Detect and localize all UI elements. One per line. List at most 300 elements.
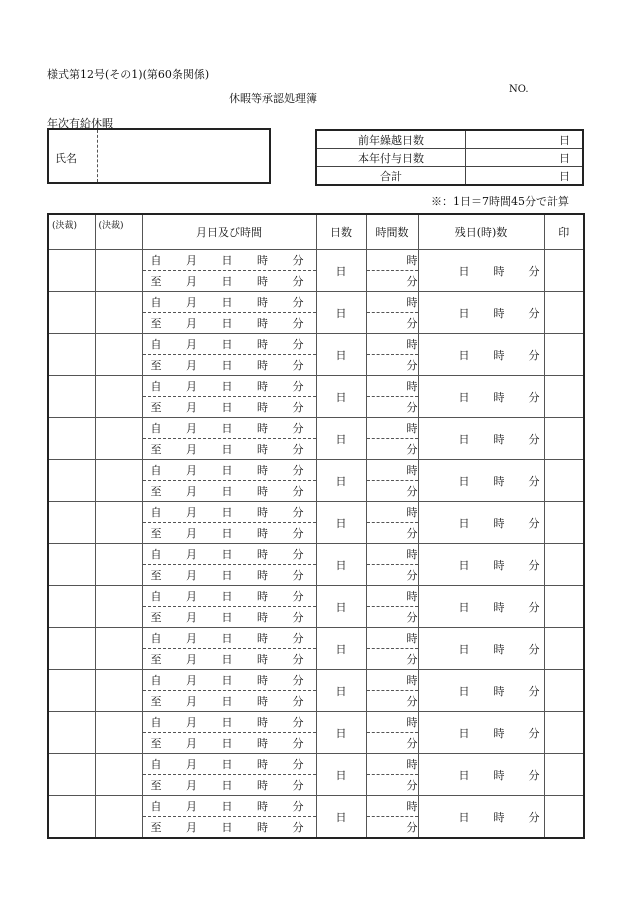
seal-cell[interactable] <box>544 460 584 502</box>
from-datetime-cell[interactable] <box>142 502 316 523</box>
datetime-part: 月 <box>186 254 197 267</box>
hours-cell[interactable]: 時 <box>366 712 418 733</box>
minutes-cell[interactable]: 分 <box>366 565 418 586</box>
remaining-part: 時 <box>493 810 505 824</box>
seal-cell[interactable] <box>544 796 584 839</box>
datetime-part: 月 <box>186 359 197 372</box>
datetime-part: 月 <box>186 296 197 309</box>
datetime-part: 月 <box>186 737 197 750</box>
datetime-part: 日 <box>221 758 233 771</box>
remaining-part: 時 <box>493 474 505 488</box>
minutes-cell[interactable]: 分 <box>366 817 418 839</box>
remaining-part: 日 <box>458 474 470 488</box>
datetime-part: 月 <box>186 758 197 771</box>
days-cell[interactable]: 日 <box>316 754 366 796</box>
approval-cell[interactable] <box>48 334 95 376</box>
remaining-part: 時 <box>493 558 505 572</box>
approval-cell[interactable] <box>48 460 95 502</box>
datetime-part: 自 <box>150 758 162 771</box>
minutes-cell[interactable]: 分 <box>366 775 418 796</box>
minutes-cell[interactable]: 分 <box>366 691 418 712</box>
datetime-part: 日 <box>221 506 233 519</box>
datetime-part: 時 <box>257 737 268 750</box>
seal-cell[interactable] <box>544 502 584 544</box>
datetime-part: 日 <box>221 632 233 645</box>
approval-cell[interactable] <box>48 586 95 628</box>
datetime-part: 月 <box>186 695 197 708</box>
datetime-part: 月 <box>186 548 197 561</box>
datetime-part: 至 <box>150 611 162 624</box>
datetime-part: 分 <box>292 401 304 414</box>
days-header: 日数 <box>316 214 366 250</box>
datetime-part: 日 <box>221 401 233 414</box>
datetime-part: 時 <box>257 758 268 771</box>
approval-cell[interactable] <box>95 292 142 334</box>
datetime-part: 至 <box>150 443 162 456</box>
table-row <box>48 754 584 775</box>
datetime-part: 分 <box>292 674 304 687</box>
datetime-part: 自 <box>150 632 162 645</box>
remaining-part: 時 <box>493 432 505 446</box>
number-label: NO. <box>509 84 529 95</box>
datetime-part: 日 <box>221 611 233 624</box>
datetime-part: 分 <box>292 632 304 645</box>
remaining-part: 日 <box>458 810 470 824</box>
datetime-part: 至 <box>150 821 162 834</box>
to-datetime-cell[interactable] <box>142 397 316 418</box>
datetime-part: 時 <box>257 674 268 687</box>
remaining-cell[interactable] <box>418 628 544 670</box>
days-cell[interactable]: 日 <box>316 376 366 418</box>
table-row <box>48 250 584 271</box>
datetime-part: 月 <box>186 821 197 834</box>
record-body <box>48 250 584 839</box>
to-datetime-cell[interactable] <box>142 775 316 796</box>
days-cell[interactable]: 日 <box>316 670 366 712</box>
datetime-part: 分 <box>292 464 304 477</box>
table-row <box>48 586 584 607</box>
datetime-part: 至 <box>150 485 162 498</box>
datetime-part: 月 <box>186 590 197 603</box>
datetime-part: 月 <box>186 716 197 729</box>
to-datetime-cell[interactable] <box>142 817 316 839</box>
datetime-part: 自 <box>150 254 162 267</box>
approval-cell[interactable] <box>95 670 142 712</box>
days-cell[interactable]: 日 <box>316 796 366 839</box>
hours-cell[interactable]: 時 <box>366 376 418 397</box>
remaining-part: 時 <box>493 390 505 404</box>
approval-header: (決裁) <box>48 214 95 250</box>
remaining-part: 分 <box>528 264 540 278</box>
datetime-part: 時 <box>257 569 268 582</box>
datetime-part: 月 <box>186 653 197 666</box>
name-divider <box>97 130 98 182</box>
hours-cell[interactable]: 時 <box>366 754 418 775</box>
datetime-part: 日 <box>221 485 233 498</box>
table-header-row <box>48 214 584 250</box>
seal-cell[interactable] <box>544 376 584 418</box>
remaining-cell[interactable] <box>418 754 544 796</box>
datetime-part: 至 <box>150 695 162 708</box>
datetime-part: 分 <box>292 716 304 729</box>
datetime-part: 日 <box>221 716 233 729</box>
remaining-part: 分 <box>528 726 540 740</box>
remaining-part: 分 <box>528 684 540 698</box>
datetime-part: 月 <box>186 401 197 414</box>
approval-cell[interactable] <box>95 334 142 376</box>
seal-cell[interactable] <box>544 334 584 376</box>
to-datetime-cell[interactable] <box>142 565 316 586</box>
datetime-part: 時 <box>257 800 268 813</box>
approval-cell[interactable] <box>48 712 95 754</box>
datetime-part: 時 <box>257 296 268 309</box>
remaining-part: 日 <box>458 348 470 362</box>
datetime-part: 月 <box>186 779 197 792</box>
from-datetime-cell[interactable] <box>142 712 316 733</box>
hours-cell[interactable]: 時 <box>366 586 418 607</box>
to-datetime-cell[interactable] <box>142 649 316 670</box>
datetime-part: 自 <box>150 338 162 351</box>
seal-cell[interactable] <box>544 292 584 334</box>
datetime-part: 自 <box>150 674 162 687</box>
days-cell[interactable]: 日 <box>316 586 366 628</box>
form-number: 様式第12号(その1)(第60条関係) <box>47 68 210 81</box>
datetime-part: 分 <box>292 275 304 288</box>
datetime-part: 月 <box>186 569 197 582</box>
datetime-part: 日 <box>221 338 233 351</box>
remaining-cell[interactable] <box>418 292 544 334</box>
datetime-part: 日 <box>221 317 233 330</box>
approval-cell[interactable] <box>95 544 142 586</box>
remaining-header: 残日(時)数 <box>418 214 544 250</box>
remaining-part: 時 <box>493 768 505 782</box>
datetime-part: 日 <box>221 359 233 372</box>
datetime-header: 月日及び時間 <box>142 214 316 250</box>
remaining-cell[interactable] <box>418 670 544 712</box>
from-datetime-cell[interactable] <box>142 250 316 271</box>
remaining-part: 時 <box>493 306 505 320</box>
datetime-part: 分 <box>292 569 304 582</box>
remaining-part: 日 <box>458 768 470 782</box>
remaining-part: 日 <box>458 684 470 698</box>
name-label: 氏名 <box>55 152 77 165</box>
hours-cell[interactable]: 時 <box>366 250 418 271</box>
approval-cell[interactable] <box>48 418 95 460</box>
remaining-part: 日 <box>458 726 470 740</box>
to-datetime-cell[interactable] <box>142 607 316 628</box>
minutes-cell[interactable]: 分 <box>366 607 418 628</box>
minutes-cell[interactable]: 分 <box>366 439 418 460</box>
days-cell[interactable]: 日 <box>316 502 366 544</box>
days-cell[interactable]: 日 <box>316 712 366 754</box>
approval-cell[interactable] <box>95 754 142 796</box>
datetime-part: 時 <box>257 632 268 645</box>
from-datetime-cell[interactable] <box>142 544 316 565</box>
table-row <box>48 670 584 691</box>
hours-cell[interactable]: 時 <box>366 796 418 817</box>
datetime-part: 日 <box>221 674 233 687</box>
seal-cell[interactable] <box>544 418 584 460</box>
remaining-part: 分 <box>528 432 540 446</box>
to-datetime-cell[interactable] <box>142 313 316 334</box>
remaining-cell[interactable] <box>418 796 544 839</box>
datetime-part: 時 <box>257 275 268 288</box>
minutes-cell[interactable]: 分 <box>366 523 418 544</box>
remaining-part: 時 <box>493 348 505 362</box>
hours-header: 時間数 <box>366 214 418 250</box>
datetime-part: 至 <box>150 275 162 288</box>
approval-cell[interactable] <box>95 712 142 754</box>
datetime-part: 分 <box>292 779 304 792</box>
to-datetime-cell[interactable] <box>142 733 316 754</box>
from-datetime-cell[interactable] <box>142 754 316 775</box>
to-datetime-cell[interactable] <box>142 691 316 712</box>
remaining-part: 分 <box>528 810 540 824</box>
datetime-part: 至 <box>150 653 162 666</box>
datetime-part: 日 <box>221 275 233 288</box>
datetime-part: 分 <box>292 527 304 540</box>
remaining-part: 時 <box>493 516 505 530</box>
datetime-part: 時 <box>257 653 268 666</box>
datetime-part: 日 <box>221 464 233 477</box>
datetime-part: 日 <box>221 569 233 582</box>
remaining-cell[interactable] <box>418 250 544 292</box>
seal-cell[interactable] <box>544 754 584 796</box>
minutes-cell[interactable]: 分 <box>366 733 418 754</box>
table-row <box>48 502 584 523</box>
from-datetime-cell[interactable] <box>142 292 316 313</box>
remaining-cell[interactable] <box>418 586 544 628</box>
days-cell[interactable]: 日 <box>316 292 366 334</box>
leave-type-heading: 年次有給休暇 <box>47 117 113 130</box>
minutes-cell[interactable]: 分 <box>366 313 418 334</box>
from-datetime-cell[interactable] <box>142 460 316 481</box>
days-cell[interactable]: 日 <box>316 628 366 670</box>
hours-cell[interactable]: 時 <box>366 292 418 313</box>
datetime-part: 自 <box>150 422 162 435</box>
days-cell[interactable]: 日 <box>316 334 366 376</box>
approval-cell[interactable] <box>48 670 95 712</box>
datetime-part: 分 <box>292 296 304 309</box>
datetime-part: 日 <box>221 296 233 309</box>
approval-cell[interactable] <box>95 376 142 418</box>
datetime-part: 日 <box>221 380 233 393</box>
datetime-part: 分 <box>292 485 304 498</box>
approval-cell[interactable] <box>95 502 142 544</box>
seal-cell[interactable] <box>544 544 584 586</box>
datetime-part: 分 <box>292 737 304 750</box>
remaining-cell[interactable] <box>418 460 544 502</box>
datetime-part: 自 <box>150 548 162 561</box>
seal-cell[interactable] <box>544 586 584 628</box>
datetime-part: 月 <box>186 506 197 519</box>
remaining-cell[interactable] <box>418 502 544 544</box>
datetime-part: 月 <box>186 422 197 435</box>
remaining-part: 時 <box>493 726 505 740</box>
datetime-part: 月 <box>186 611 197 624</box>
remaining-cell[interactable] <box>418 334 544 376</box>
datetime-part: 分 <box>292 254 304 267</box>
approval-cell[interactable] <box>95 586 142 628</box>
remaining-cell[interactable] <box>418 712 544 754</box>
remaining-cell[interactable] <box>418 544 544 586</box>
datetime-part: 月 <box>186 632 197 645</box>
datetime-part: 時 <box>257 716 268 729</box>
datetime-part: 分 <box>292 590 304 603</box>
from-datetime-cell[interactable] <box>142 670 316 691</box>
days-cell[interactable]: 日 <box>316 544 366 586</box>
approval-cell[interactable] <box>48 628 95 670</box>
minutes-cell[interactable]: 分 <box>366 397 418 418</box>
datetime-part: 分 <box>292 821 304 834</box>
hours-cell[interactable]: 時 <box>366 544 418 565</box>
approval-cell[interactable] <box>95 418 142 460</box>
datetime-part: 自 <box>150 800 162 813</box>
seal-cell[interactable] <box>544 670 584 712</box>
remaining-part: 分 <box>528 390 540 404</box>
datetime-part: 日 <box>221 821 233 834</box>
datetime-part: 分 <box>292 506 304 519</box>
datetime-part: 時 <box>257 695 268 708</box>
remaining-part: 分 <box>528 768 540 782</box>
approval-cell[interactable] <box>48 250 95 292</box>
datetime-part: 時 <box>257 611 268 624</box>
remaining-part: 日 <box>458 390 470 404</box>
datetime-part: 時 <box>257 527 268 540</box>
minutes-cell[interactable]: 分 <box>366 481 418 502</box>
to-datetime-cell[interactable] <box>142 523 316 544</box>
datetime-part: 至 <box>150 779 162 792</box>
from-datetime-cell[interactable] <box>142 586 316 607</box>
datetime-part: 時 <box>257 359 268 372</box>
remaining-cell[interactable] <box>418 418 544 460</box>
datetime-part: 自 <box>150 296 162 309</box>
approval-cell[interactable] <box>48 796 95 839</box>
datetime-part: 至 <box>150 527 162 540</box>
remaining-part: 分 <box>528 306 540 320</box>
table-row <box>48 628 584 649</box>
datetime-part: 至 <box>150 737 162 750</box>
table-row <box>48 418 584 439</box>
remaining-part: 分 <box>528 516 540 530</box>
table-row <box>48 712 584 733</box>
remaining-part: 日 <box>458 558 470 572</box>
approval-cell[interactable] <box>48 502 95 544</box>
datetime-part: 分 <box>292 611 304 624</box>
remaining-part: 分 <box>528 348 540 362</box>
minutes-cell[interactable]: 分 <box>366 271 418 292</box>
datetime-part: 分 <box>292 317 304 330</box>
datetime-part: 時 <box>257 548 268 561</box>
datetime-part: 時 <box>257 338 268 351</box>
datetime-part: 分 <box>292 359 304 372</box>
remaining-part: 日 <box>458 600 470 614</box>
remaining-part: 分 <box>528 600 540 614</box>
to-datetime-cell[interactable] <box>142 481 316 502</box>
datetime-part: 分 <box>292 758 304 771</box>
from-datetime-cell[interactable] <box>142 796 316 817</box>
remaining-part: 時 <box>493 264 505 278</box>
datetime-part: 月 <box>186 443 197 456</box>
hours-cell[interactable]: 時 <box>366 460 418 481</box>
remaining-part: 分 <box>528 474 540 488</box>
datetime-part: 日 <box>221 800 233 813</box>
seal-header: 印 <box>544 214 584 250</box>
remaining-part: 時 <box>493 684 505 698</box>
remaining-cell[interactable] <box>418 376 544 418</box>
from-datetime-cell[interactable] <box>142 334 316 355</box>
approval-cell[interactable] <box>48 292 95 334</box>
datetime-part: 日 <box>221 422 233 435</box>
datetime-part: 分 <box>292 653 304 666</box>
approval-cell[interactable] <box>95 460 142 502</box>
summary-label: 前年繰越日数 <box>316 130 466 149</box>
datetime-part: 月 <box>186 275 197 288</box>
datetime-part: 至 <box>150 317 162 330</box>
datetime-part: 分 <box>292 695 304 708</box>
datetime-part: 時 <box>257 506 268 519</box>
hours-cell[interactable]: 時 <box>366 628 418 649</box>
approval-cell[interactable] <box>95 796 142 839</box>
datetime-part: 時 <box>257 779 268 792</box>
from-datetime-cell[interactable] <box>142 418 316 439</box>
from-datetime-cell[interactable] <box>142 376 316 397</box>
datetime-part: 日 <box>221 695 233 708</box>
datetime-part: 分 <box>292 548 304 561</box>
datetime-part: 日 <box>221 254 233 267</box>
approval-cell[interactable] <box>48 754 95 796</box>
calculation-note: ※：1日＝7時間45分で計算 <box>431 195 569 208</box>
datetime-part: 分 <box>292 380 304 393</box>
days-cell[interactable]: 日 <box>316 460 366 502</box>
remaining-part: 時 <box>493 642 505 656</box>
approval-cell[interactable] <box>48 376 95 418</box>
from-datetime-cell[interactable] <box>142 628 316 649</box>
datetime-part: 至 <box>150 401 162 414</box>
minutes-cell[interactable]: 分 <box>366 355 418 376</box>
datetime-part: 時 <box>257 422 268 435</box>
datetime-part: 月 <box>186 527 197 540</box>
hours-cell[interactable]: 時 <box>366 502 418 523</box>
table-row <box>48 460 584 481</box>
datetime-part: 時 <box>257 401 268 414</box>
days-cell[interactable]: 日 <box>316 250 366 292</box>
seal-cell[interactable] <box>544 628 584 670</box>
approval-cell[interactable] <box>48 544 95 586</box>
seal-cell[interactable] <box>544 250 584 292</box>
datetime-part: 月 <box>186 464 197 477</box>
minutes-cell[interactable]: 分 <box>366 649 418 670</box>
days-cell[interactable]: 日 <box>316 418 366 460</box>
hours-cell[interactable]: 時 <box>366 418 418 439</box>
datetime-part: 月 <box>186 485 197 498</box>
datetime-part: 月 <box>186 674 197 687</box>
datetime-part: 時 <box>257 590 268 603</box>
name-box <box>47 128 271 184</box>
hours-cell[interactable]: 時 <box>366 334 418 355</box>
to-datetime-cell[interactable] <box>142 439 316 460</box>
to-datetime-cell[interactable] <box>142 271 316 292</box>
to-datetime-cell[interactable] <box>142 355 316 376</box>
approval-cell[interactable] <box>95 250 142 292</box>
approval-cell[interactable] <box>95 628 142 670</box>
hours-cell[interactable]: 時 <box>366 670 418 691</box>
summary-value: 日 <box>466 130 584 149</box>
seal-cell[interactable] <box>544 712 584 754</box>
summary-table <box>315 129 584 186</box>
table-row <box>48 796 584 817</box>
summary-value: 日 <box>466 149 584 167</box>
